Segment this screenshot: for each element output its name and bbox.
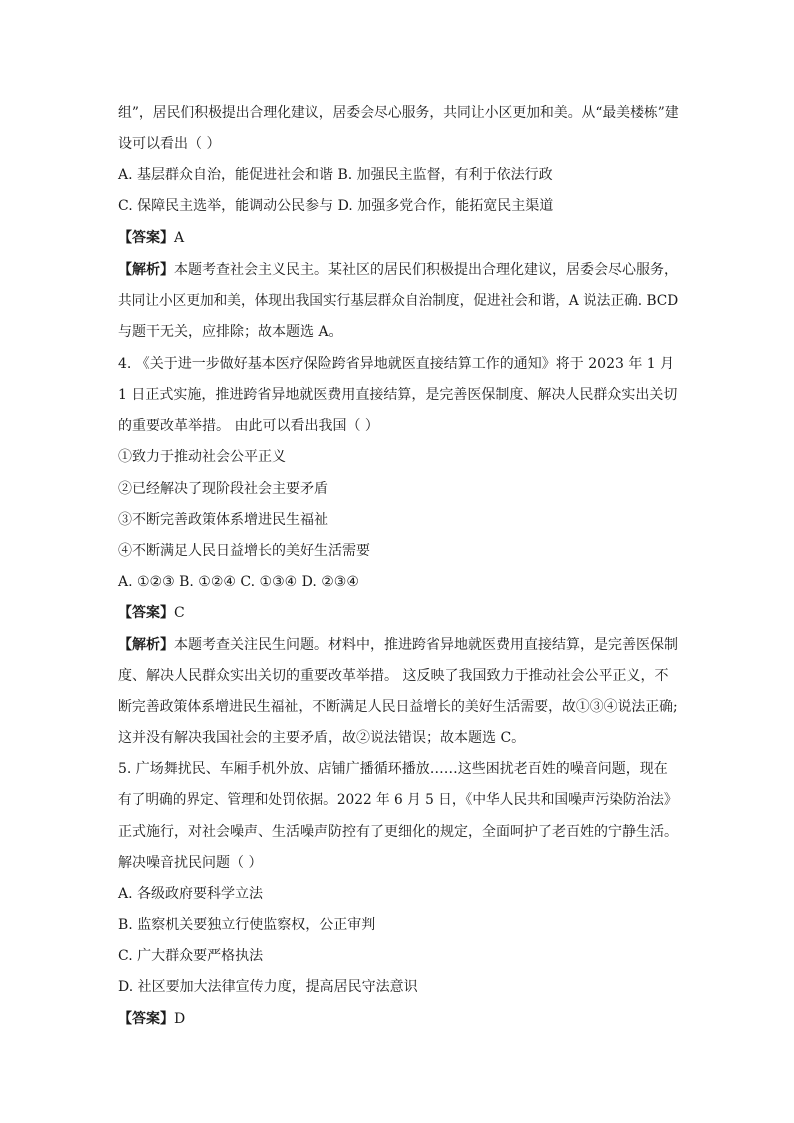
analysis-label: 【解析】 <box>118 262 174 278</box>
q3-answer <box>118 228 678 248</box>
q3-stem-line1: 组”，居民们积极提出合理化建议，居委会尽心服务，共同让小区更加和美。从“最美楼栋”建 <box>118 105 679 121</box>
q5-stem-line3: 正式施行，对社会噪声、生活噪声防控有了更细化的规定，全面呵护了老百姓的宁静生活。 <box>118 824 678 840</box>
q4-analysis-line3: 断完善政策体系增进民生福祉，不断满足人民日益增长的美好生活需要，故①③④说法正确; <box>118 699 678 715</box>
q4-item3: ③不断完善政策体系增进民生福祉 <box>118 512 328 528</box>
q5-stem-line2: 有了明确的界定、管理和处罚依据。2022 年 6 月 5 日，《中华人民共和国噪声污染防治法》 <box>118 792 678 808</box>
q5-answer <box>118 1009 678 1029</box>
q4-item2: ②已经解决了现阶段社会主要矛盾 <box>118 481 328 497</box>
answer-value: D <box>174 1011 186 1027</box>
q3-options-line1: A. 基层群众自治，能促进社会和谐 B. 加强民主监督，有利于依法行政 <box>118 167 553 183</box>
q3-analysis-line1 <box>118 260 678 280</box>
q3-options-line2: C. 保障民主选举，能调动公民参与 D. 加强多党合作，能拓宽民主渠道 <box>118 198 554 214</box>
q4-analysis-line4: 这并没有解决我国社会的主要矛盾，故②说法错误；故本题选 C。 <box>118 730 526 746</box>
q3-analysis-line2: 共同让小区更加和美，体现出我国实行基层群众自治制度，促进社会和谐，A 说法正确. BCD <box>118 293 679 309</box>
q5-option-d: D. 社区要加大法律宣传力度，提高居民守法意识 <box>118 979 418 995</box>
q4-options: A. ①②③ B. ①②④ C. ①③④ D. ②③④ <box>118 574 359 590</box>
q3-stem-line2: 设可以看出（ ） <box>118 136 221 152</box>
q4-item1: ①致力于推动社会公平正义 <box>118 449 286 465</box>
answer-label: 【答案】 <box>118 1011 174 1027</box>
analysis-text: 本题考查关注民生问题。材料中，推进跨省异地就医费用直接结算，是完善医保制 <box>174 637 678 653</box>
q4-analysis-line1 <box>118 635 678 655</box>
answer-label: 【答案】 <box>118 230 174 246</box>
analysis-text: 本题考查社会主义民主。某社区的居民们积极提出合理化建议，居委会尽心服务， <box>174 262 678 278</box>
q4-answer <box>118 603 678 623</box>
q4-stem-line3: 的重要改革举措。 由此可以看出我国（ ） <box>118 418 379 434</box>
q5-option-b: B. 监察机关要独立行使监察权，公正审判 <box>118 917 376 933</box>
analysis-label: 【解析】 <box>118 637 174 653</box>
q4-stem-line1: 4. 《关于进一步做好基本医疗保险跨省异地就医直接结算工作的通知》将于 2023 年 1 月 <box>118 356 675 372</box>
q4-analysis-line2: 度、解决人民群众实出关切的重要改革举措。 这反映了我国致力于推动社会公平正义，不 <box>118 668 669 684</box>
q5-stem-line1: 5. 广场舞扰民、车厢手机外放、店铺广播循环播放……这些困扰老百姓的噪音问题，现在 <box>118 761 668 777</box>
q5-stem-line4: 解决噪音扰民问题（ ） <box>118 855 263 871</box>
answer-value: A <box>174 230 185 246</box>
q5-option-c: C. 广大群众要严格执法 <box>118 948 264 964</box>
q5-option-a: A. 各级政府要科学立法 <box>118 886 264 902</box>
answer-value: C <box>174 605 185 621</box>
answer-label: 【答案】 <box>118 605 174 621</box>
q4-stem-line2: 1 日正式实施，推进跨省异地就医费用直接结算，是完善医保制度、解决人民群众实出关切 <box>118 387 678 403</box>
q3-analysis-line3: 与题干无关，应排除；故本题选 A。 <box>118 324 343 340</box>
q4-item4: ④不断满足人民日益增长的美好生活需要 <box>118 543 370 559</box>
